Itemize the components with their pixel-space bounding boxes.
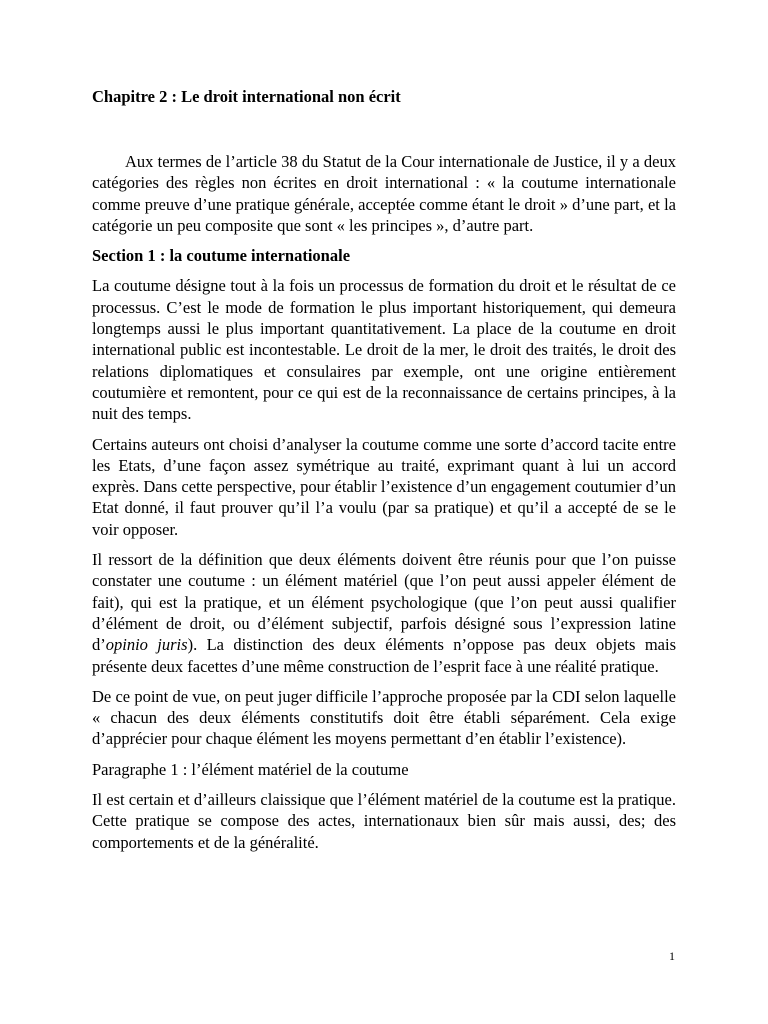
intro-paragraph: Aux termes de l’article 38 du Statut de la Cour internationale de Justice, il y a deux catégories des règles non écrites en droit international : « la coutume internationale comme preuve d’une pratique générale, acceptée comme étant le droit » d’une part, et la catégorie un peu composite que sont « les principes », d’autre part. (92, 152, 676, 235)
subsection-heading: Paragraphe 1 : l’élément matériel de la coutume (92, 759, 409, 779)
document-body (92, 151, 676, 862)
chapter-title: Chapitre 2 : Le droit international non écrit (92, 87, 401, 106)
paragraph-3-text-start: Il ressort de la définition que deux éléments doivent être réunis pour que l’on puisse constater une coutume : un élément matériel (que l’on peut aussi appeler élément de fait), qui est la pratique, et un élément psychologique (que l’on peut aussi qualifier d’élément de droit, ou d’élément subjectif, parfois désigné sous l’expression latine d’ (92, 550, 676, 655)
latin-term-opinio-juris: opinio juris (105, 635, 188, 655)
body-paragraph-5: Il est certain et d’ailleurs claissique que l’élément matériel de la coutume est la pratique. Cette pratique se compose des actes, internationaux bien sûr mais aussi, des; des comportements et de la généralité. (92, 790, 676, 852)
body-paragraph-4: De ce point de vue, on peut juger difficile l’approche proposée par la CDI selon laquelle « chacun des deux éléments constitutifs doit être établi séparément. Cela exige d’apprécier pour chaque élément les moyens permettant d’en établir l’existence). (92, 686, 676, 749)
page-number: 1 (669, 949, 675, 963)
body-paragraph-3 (92, 549, 676, 677)
body-paragraph-2: Certains auteurs ont choisi d’analyser la coutume comme une sorte d’accord tacite entre les Etats, d’une façon assez symétrique au traité, exprimant quant à lui un accord exprès. Dans cette perspective, pour établir l’existence d’un engagement coutumier d’un Etat donné, il faut prouver qu’il l’a voulu (par sa pratique) et qu’il a accepté de se le voir opposer. (92, 434, 676, 539)
paragraph-3-text-end: ). La distinction des deux éléments n’oppose pas deux objets mais présente deux facettes d’une même construction de l’esprit face à une réalité pratique. (92, 635, 676, 676)
body-paragraph-1: La coutume désigne tout à la fois un processus de formation du droit et le résultat de ce processus. C’est le mode de formation le plus important historiquement, qui demeura longtemps aussi le plus important quantitativement. La place de la coutume en droit international public est incontestable. Le droit de la mer, le droit des traités, le droit des relations diplomatiques et consulaires par exemple, ont une origine entièrement coutumière et remontent, pour ce qui est de la reconnaissance de certains principes, à la nuit des temps. (92, 276, 676, 424)
section-heading: Section 1 : la coutume internationale (92, 246, 351, 266)
